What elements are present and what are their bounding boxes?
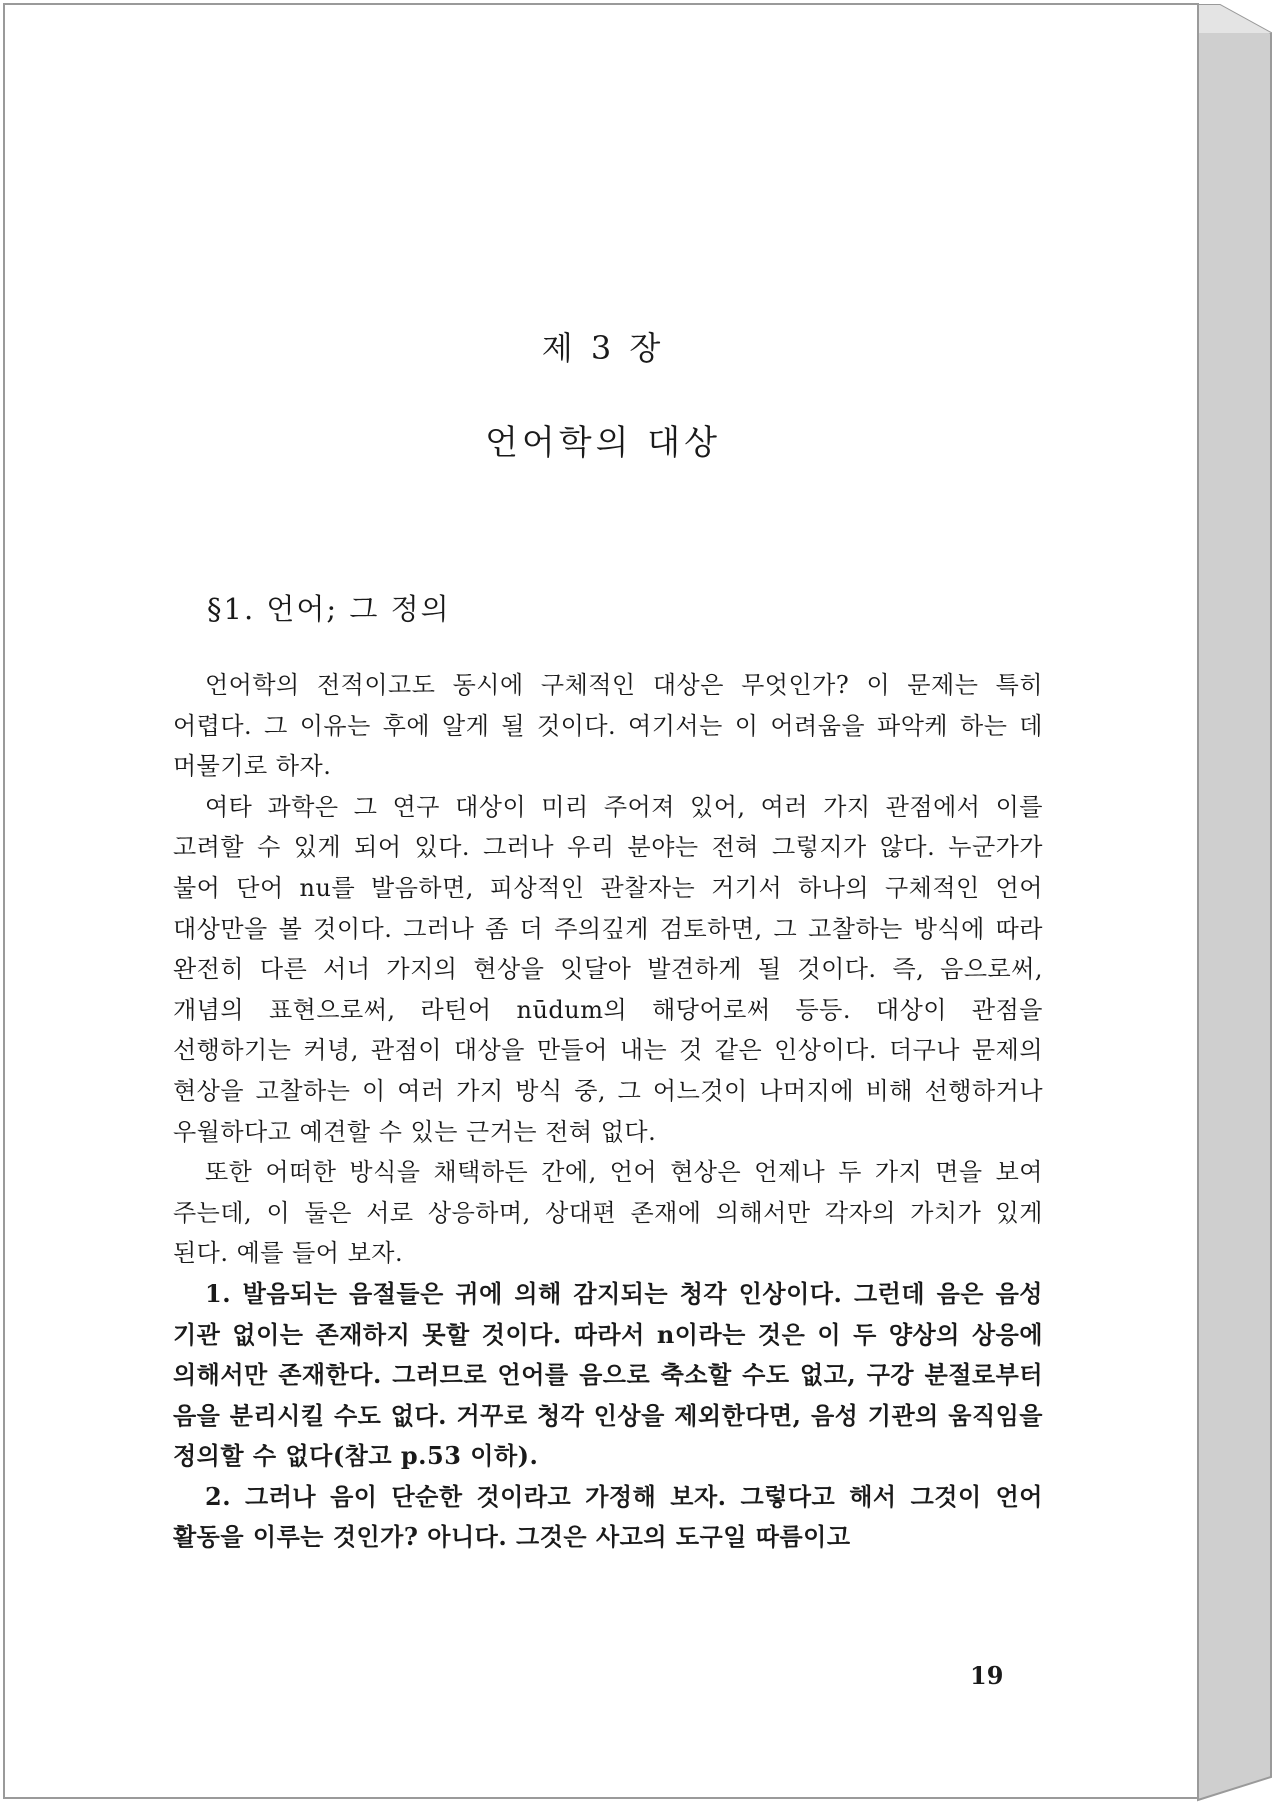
- paragraph: 여타 과학은 그 연구 대상이 미리 주어져 있어, 여러 가지 관점에서 이를 고려할 수 있게 되어 있다. 그러나 우리 분야는 전혀 그렇지가 않다. 누군가가 불어 단어 nu를 발음하면, 피상적인 관찰자는 거기서 하나의 구체적인 언어 대상만을 볼 것이다. 그러나 좀 더 주의깊게 검토하면, 그 고찰하는 방식에 따라 완전히 다른 서너 가지의 현상을 잇달아 발견하게 될 것이다. 즉, 음으로써, 개념의 표현으로써, 라틴어 nūdum의 해당어로써 등등. 대상이 관점을 선행하기는 커녕, 관점이 대상을 만들어 내는 것 같은 인상이다. 더구나 문제의 현상을 고찰하는 이 여러 가지 방식 중, 그 어느것이 나머지에 비해 선행하거나 우월하다고 예견할 수 있는 근거는 전혀 없다.: [173, 792, 1043, 1146]
- chapter-title: 언어학의 대상: [485, 423, 721, 463]
- section-heading: §1. 언어; 그 정의: [207, 592, 451, 626]
- paragraph: 1. 발음되는 음절들은 귀에 의해 감지되는 청각 인상이다. 그런데 음은 음성 기관 없이는 존재하지 못할 것이다. 따라서 n이라는 것은 이 두 양상의 상응에 의해서만 존재한다. 그러므로 언어를 음으로 축소할 수도 없고, 구강 분절로부터 음을 분리시킬 수도 없다. 거꾸로 청각 인상을 제외한다면, 음성 기관의 움직임을 정의할 수 없다(참고 p.53 이하).: [173, 1278, 1043, 1471]
- paragraph: 또한 어떠한 방식을 채택하든 간에, 언어 현상은 언제나 두 가지 면을 보여 주는데, 이 둘은 서로 상응하며, 상대편 존재에 의해서만 각자의 가치가 있게 된다. 예를 들어 보자.: [173, 1158, 1043, 1268]
- paragraph: 2. 그러나 음이 단순한 것이라고 가정해 보자. 그렇다고 해서 그것이 언어 활동을 이루는 것인가? 아니다. 그것은 사고의 도구일 따름이고: [173, 1481, 1043, 1552]
- paragraph: 언어학의 전적이고도 동시에 구체적인 대상은 무엇인가? 이 문제는 특히 어렵다. 그 이유는 후에 알게 될 것이다. 여기서는 이 어려움을 파악케 하는 데 머물기로 하자.: [173, 671, 1043, 781]
- body-text: [173, 665, 1043, 1558]
- chapter-number: 제 3 장: [541, 329, 665, 367]
- page-number: 19: [970, 1661, 1004, 1690]
- book-page: [3, 3, 1199, 1799]
